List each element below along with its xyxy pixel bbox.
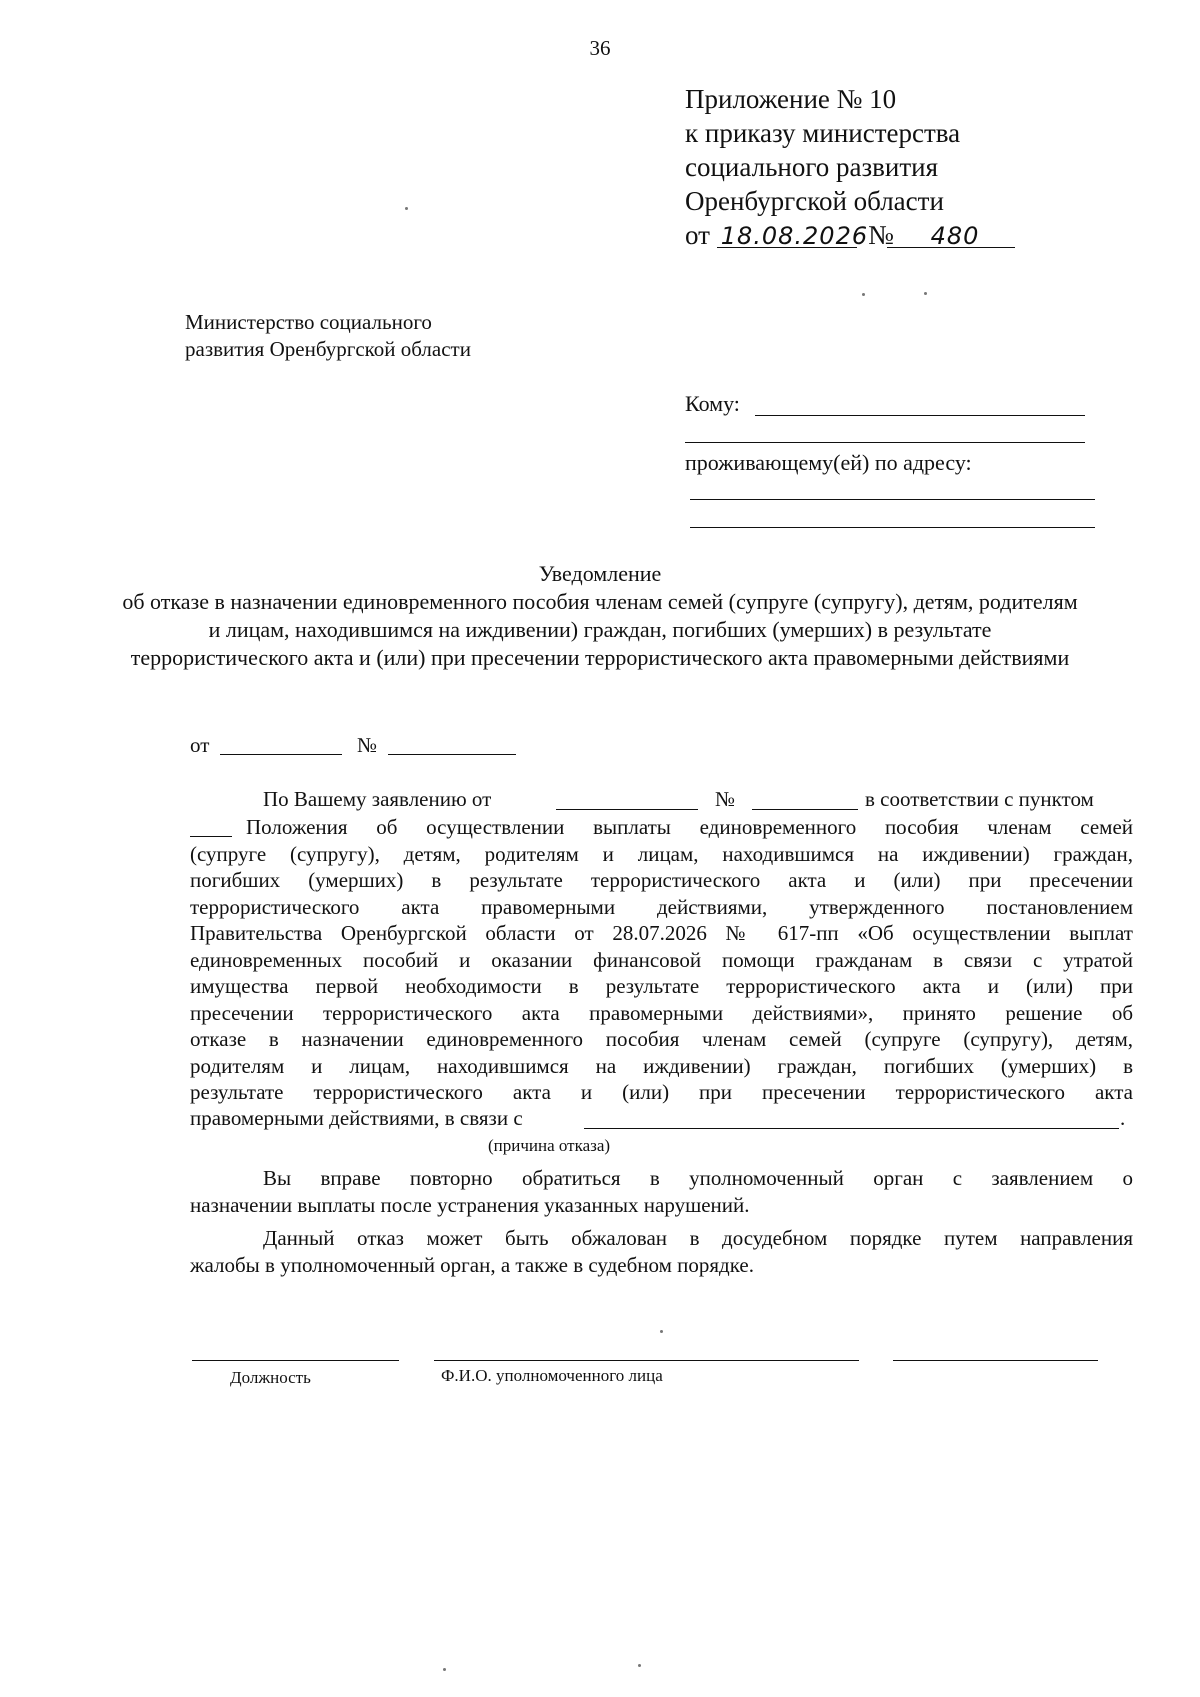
scan-speck — [405, 207, 408, 210]
addressee-residing-label: проживающему(ей) по адресу: — [685, 450, 972, 475]
sender-line-2: развития Оренбургской области — [185, 337, 471, 361]
notice-subject: об отказе в назначении единовременного пособия членам семей (супруге (супругу), детям, родителям и лицам, находившимся на иждивении) граждан, погибших (умерших) в результате террористического акта и (или) при пресечении террористического акта правомерными действиями — [122, 589, 1078, 670]
appendix-handwritten-date: 18.08.2026 — [720, 222, 869, 250]
notice-no-label: № — [357, 733, 378, 757]
scan-speck — [443, 1668, 446, 1671]
appendix-ot-label: от — [685, 220, 710, 250]
appendix-handwritten-number: 480 — [930, 222, 980, 250]
body-line-12: результате террористического акта и (или) при пресечении террористического акта — [190, 1080, 1133, 1104]
addressee-name-line — [755, 415, 1085, 416]
appendix-no-label: № — [868, 220, 894, 250]
signature-sign-line — [893, 1360, 1098, 1361]
body-reason-line — [584, 1128, 1119, 1129]
scan-speck — [924, 292, 927, 295]
body-application-number-line — [752, 809, 858, 810]
body-reason-period: . — [1120, 1106, 1126, 1130]
body-line-2: Положения об осуществлении выплаты единовременного пособия членам семей — [246, 815, 1133, 839]
body-line-3: (супруге (супругу), детям, родителям и лицам, находившимся на иждивении) граждан, — [190, 842, 1133, 866]
addressee-komu-label: Кому: — [685, 391, 740, 416]
appendix-title: Приложение № 10 — [685, 84, 897, 114]
address-line-2 — [690, 527, 1095, 528]
appendix-date-underline — [717, 247, 857, 248]
body-line-6: Правительства Оренбургской области от 28.07.2026 № 617-пп «Об осуществлении выплат — [190, 921, 1133, 945]
body-p2-line-1: Вы вправе повторно обратиться в уполномоченный орган с заявлением о — [263, 1166, 1133, 1190]
appendix-number-underline — [887, 247, 1015, 248]
body-line-11: родителям и лицам, находившимся на иждивении) граждан, погибших (умерших) в — [190, 1054, 1133, 1078]
body-line-4: погибших (умерших) в результате террористического акта и (или) при пресечении — [190, 868, 1133, 892]
body-line-5: террористического акта правомерными действиями, утвержденного постановлением — [190, 895, 1133, 919]
body-line-7: единовременных пособий и оказании финансовой помощи гражданам в связи с утратой — [190, 948, 1133, 972]
signature-position-label: Должность — [230, 1368, 311, 1387]
notice-heading: Уведомление — [538, 561, 662, 586]
body-line-8: имущества первой необходимости в результате террористического акта и (или) при — [190, 974, 1133, 998]
notice-title-block — [0, 560, 1200, 672]
sender-block — [185, 309, 471, 363]
scan-speck — [660, 1330, 663, 1333]
scan-speck — [638, 1664, 641, 1667]
scan-speck — [862, 293, 865, 296]
body-line-9: пресечении террористического акта правомерными действиями», принято решение об — [190, 1001, 1133, 1025]
sender-line-1: Министерство социального — [185, 310, 432, 334]
body-clause-number-line — [190, 836, 232, 837]
addressee-name-line-2 — [685, 442, 1085, 443]
appendix-line-3: социального развития — [685, 152, 939, 182]
appendix-line-4: Оренбургской области — [685, 186, 944, 216]
body-p3-line-2: жалобы в уполномоченный орган, а также в судебном порядке. — [190, 1253, 754, 1277]
body-p2-line-2: назначении выплаты после устранения указанных нарушений. — [190, 1193, 750, 1217]
body-p1-end: в соответствии с пунктом — [865, 787, 1094, 811]
notice-date-line — [220, 754, 342, 755]
body-reason-caption: (причина отказа) — [488, 1136, 611, 1155]
body-p3-line-1: Данный отказ может быть обжалован в досудебном порядке путем направления — [263, 1226, 1133, 1250]
signature-position-line — [192, 1360, 399, 1361]
signature-name-line — [434, 1360, 859, 1361]
page-number: 36 — [589, 36, 611, 60]
notice-ot-label: от — [190, 733, 210, 757]
body-p1-start: По Вашему заявлению от — [263, 787, 492, 811]
body-p1-no: № — [715, 787, 736, 811]
body-line-10: отказе в назначении единовременного пособия членам семей (супруге (супругу), детям, — [190, 1027, 1133, 1051]
signature-name-label: Ф.И.О. уполномоченного лица — [441, 1366, 663, 1385]
appendix-line-2: к приказу министерства — [685, 118, 961, 148]
address-line-1 — [690, 499, 1095, 500]
body-line-13: правомерными действиями, в связи с — [190, 1106, 523, 1130]
appendix-header — [685, 82, 979, 253]
notice-number-line — [388, 754, 516, 755]
body-application-date-line — [556, 809, 698, 810]
